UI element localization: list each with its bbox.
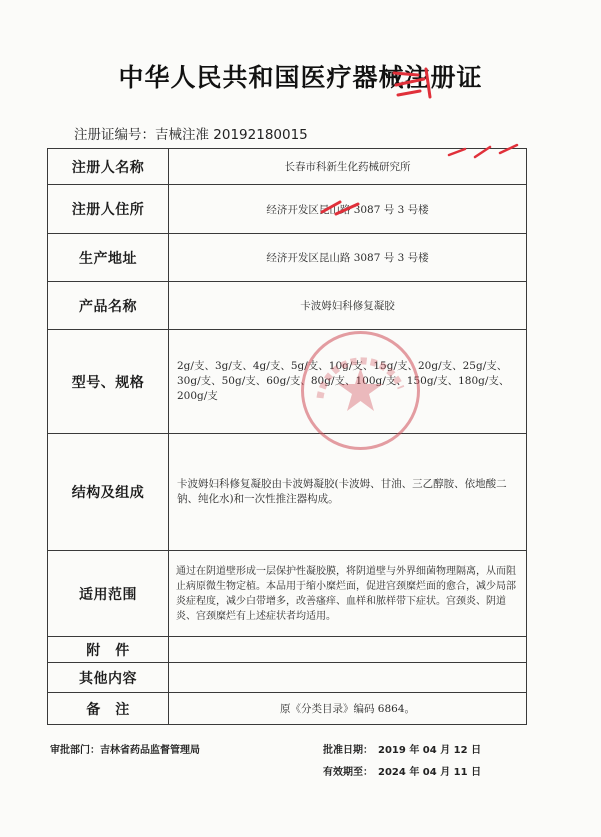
row-label-product-name: 产品名称 [48, 282, 169, 330]
row-value-structure: 卡波姆妇科修复凝胶由卡波姆凝胶(卡波姆、甘油、三乙醇胺、依地酸二钠、纯化水)和一次性推注器构成。 [169, 434, 527, 551]
row-label-registrant-name: 注册人名称 [48, 149, 169, 185]
row-value-attachment [169, 637, 527, 663]
row-label-production-address: 生产地址 [48, 234, 169, 282]
row-value-product-name: 卡波姆妇科修复凝胶 [169, 282, 527, 330]
table-row [48, 149, 527, 185]
row-label-model-spec: 型号、规格 [48, 330, 169, 434]
certificate-title: 中华人民共和国医疗器械注册证 [118, 63, 483, 92]
table-row [48, 637, 527, 663]
table-row [48, 663, 527, 693]
row-value-other [169, 663, 527, 693]
approval-department: 审批部门：吉林省药品监督管理局 [50, 745, 200, 756]
row-value-remarks: 原《分类目录》编码 6864。 [169, 693, 527, 725]
table-row [48, 282, 527, 330]
approval-date: 批准日期： 2019 年 04 月 12 日 [323, 745, 482, 756]
row-value-scope: 通过在阴道壁形成一层保护性凝胶膜，将阴道壁与外界细菌物理隔离，从而阻止病原微生物定植。本品用于缩小糜烂面，促进宫颈糜烂面的愈合，减少局部炎症程度，减少白带增多，改善瘙痒、血样和脓样带下症状。宫颈炎、阴道炎、宫颈糜烂有上述症状者均适用。 [169, 551, 527, 637]
valid-until: 有效期至： 2024 年 04 月 11 日 [323, 767, 482, 778]
table-row [48, 185, 527, 234]
row-value-model-spec: 2g/支、3g/支、4g/支、5g/支、10g/支、15g/支、20g/支、25g/支、30g/支、50g/支、60g/支、80g/支、100g/支、150g/支、180g/支、200g/支 [169, 330, 527, 434]
row-label-registrant-address: 注册人住所 [48, 185, 169, 234]
table-row [48, 434, 527, 551]
table-row [48, 693, 527, 725]
registration-number: 注册证编号：吉械注准 20192180015 [74, 127, 308, 143]
row-label-attachment: 附 件 [48, 637, 169, 663]
row-value-production-address: 经济开发区昆山路 3087 号 3 号楼 [169, 234, 527, 282]
table-row [48, 551, 527, 637]
row-label-remarks: 备 注 [48, 693, 169, 725]
table-row [48, 234, 527, 282]
row-label-scope: 适用范围 [48, 551, 169, 637]
row-label-other: 其他内容 [48, 663, 169, 693]
row-label-structure: 结构及组成 [48, 434, 169, 551]
row-value-registrant-address: 经济开发区昆山路 3087 号 3 号楼 [169, 185, 527, 234]
certificate-table [47, 148, 527, 725]
row-value-registrant-name: 长春市科新生化药械研究所 [169, 149, 527, 185]
table-row [48, 330, 527, 434]
